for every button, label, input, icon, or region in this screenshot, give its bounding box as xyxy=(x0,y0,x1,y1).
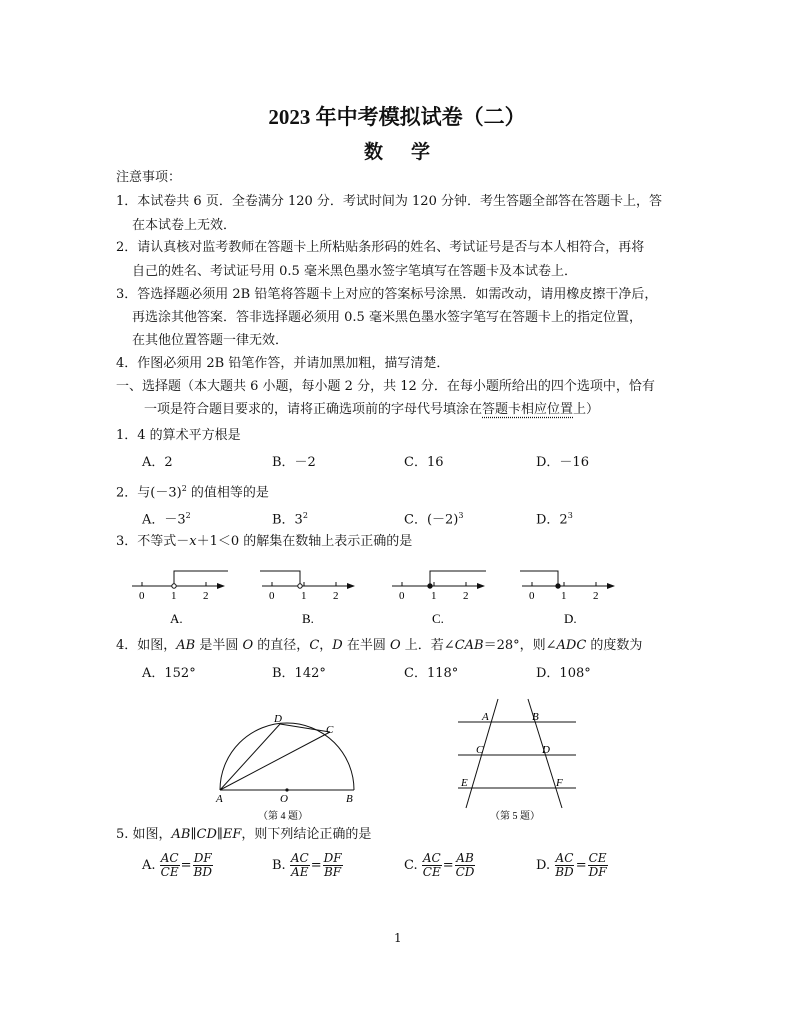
q4-stem: 4．如图，AB 是半圆 O 的直径，C，D 在半圆 O 上．若∠CAB＝28°，则∠ADC 的度数为 xyxy=(116,638,643,653)
note-1-cont: 在本试卷上无效． xyxy=(132,218,237,233)
tick-0: 0 xyxy=(399,590,405,602)
section1-heading-cont: 一项是符合题目要求的，请将正确选项前的字母代号填涂在答题卡相应位置上） xyxy=(144,402,600,417)
q1-option-c: C．16 xyxy=(404,455,444,470)
q1-option-d: D．－16 xyxy=(536,455,589,470)
tick-2: 2 xyxy=(333,590,339,602)
note-2-cont: 自己的姓名、考试证号用 0.5 毫米黑色墨水签字笔填写在答题卡及本试卷上． xyxy=(132,264,577,279)
number-line-a xyxy=(132,571,228,626)
q5-option-c: C. $\frac{AC}{CE}$ = $\frac{AB}{CD}$ xyxy=(404,851,475,879)
q5-option-b: B. $\frac{AC}{AE}$ = $\frac{DF}{BF}$ xyxy=(272,851,342,879)
point-o: O xyxy=(280,793,288,805)
q3-number-lines xyxy=(128,566,748,626)
point-f: F xyxy=(556,777,563,789)
q1-option-b: B．－2 xyxy=(272,455,316,470)
tick-1: 1 xyxy=(301,590,307,602)
point-c: C xyxy=(476,744,484,756)
page-number: 1 xyxy=(394,931,402,945)
note-3: 3．答选择题必须用 2B 铅笔将答题卡上对应的答案标号涂黑．如需改动，请用橡皮擦干净后， xyxy=(116,287,658,302)
tick-1: 1 xyxy=(431,590,437,602)
tick-2: 2 xyxy=(593,590,599,602)
point-c: C xyxy=(326,724,334,736)
note-3-cont: 再选涂其他答案．答非选择题必须用 0.5 毫米黑色墨水签字笔写在答题卡上的指定位置， xyxy=(132,310,642,325)
q2-option-c: C．$(-2)^3$ xyxy=(404,511,464,528)
notes-heading: 注意事项： xyxy=(116,170,182,185)
point-e: E xyxy=(461,777,468,789)
point-a: A xyxy=(216,793,223,805)
section1-heading: 一、选择题（本大题共 6 小题，每小题 2 分，共 12 分．在每小题所给出的四个选项中，恰有 xyxy=(116,379,655,394)
q1-option-a: A．2 xyxy=(142,455,173,470)
tick-0: 0 xyxy=(529,590,535,602)
page-title: 2023 年中考模拟试卷（二） xyxy=(268,105,526,129)
q4-option-b: B．142° xyxy=(272,666,326,681)
number-line-b xyxy=(260,571,354,626)
note-1: 1．本试卷共 6 页．全卷满分 120 分．考试时间为 120 分钟．考生答题全部答在答题卡上，答 xyxy=(116,194,662,209)
q5-stem: 5. 如图，AB∥CD∥EF，则下列结论正确的是 xyxy=(116,827,372,842)
q4-option-d: D．108° xyxy=(536,666,591,681)
q2-option-a: A．$-3^2$ xyxy=(142,511,191,528)
tick-0: 0 xyxy=(139,590,145,602)
number-line-d xyxy=(520,571,614,626)
tick-1: 1 xyxy=(171,590,177,602)
note-4: 4．作图必须用 2B 铅笔作答，并请加黑加粗，描写清楚． xyxy=(116,356,450,371)
point-a: A xyxy=(482,711,489,723)
point-b: B xyxy=(532,711,539,723)
tick-2: 2 xyxy=(463,590,469,602)
figure-4 xyxy=(208,708,368,824)
tick-2: 2 xyxy=(203,590,209,602)
tick-0: 0 xyxy=(269,590,275,602)
subject-title: 数学 xyxy=(363,141,458,163)
option-label-d: D. xyxy=(564,611,577,626)
note-3-cont2: 在其他位置答题一律无效． xyxy=(132,333,289,348)
option-label-a: A. xyxy=(170,611,183,626)
q3-stem: 3．不等式－x＋1＜0 的解集在数轴上表示正确的是 xyxy=(116,534,413,549)
q2-option-b: B．$3^2$ xyxy=(272,511,308,528)
q5-option-a: A. $\frac{AC}{CE}$ = $\frac{DF}{BD}$ xyxy=(142,851,212,879)
number-line-c xyxy=(392,571,486,626)
q2-stem: 2．与$(-3)^2$ 的值相等的是 xyxy=(116,484,269,501)
point-b: B xyxy=(346,793,353,805)
figure-5 xyxy=(450,696,585,824)
figure-4-caption: （第 4 题） xyxy=(258,811,308,822)
q4-option-c: C．118° xyxy=(404,666,459,681)
point-d: D xyxy=(274,713,282,725)
option-label-c: C. xyxy=(432,611,444,626)
q4-option-a: A．152° xyxy=(142,666,196,681)
point-d: D xyxy=(542,744,550,756)
q1-stem: 1．4 的算术平方根是 xyxy=(116,428,241,443)
q2-option-d: D．$2^3$ xyxy=(536,511,573,528)
tick-1: 1 xyxy=(561,590,567,602)
option-label-b: B. xyxy=(302,611,314,626)
figure-5-caption: （第 5 题） xyxy=(490,811,540,822)
q5-option-d: D. $\frac{AC}{BD}$ = $\frac{CE}{DF}$ xyxy=(536,851,607,879)
note-2: 2．请认真核对监考教师在答题卡上所粘贴条形码的姓名、考试证号是否与本人相符合，再将 xyxy=(116,240,645,255)
